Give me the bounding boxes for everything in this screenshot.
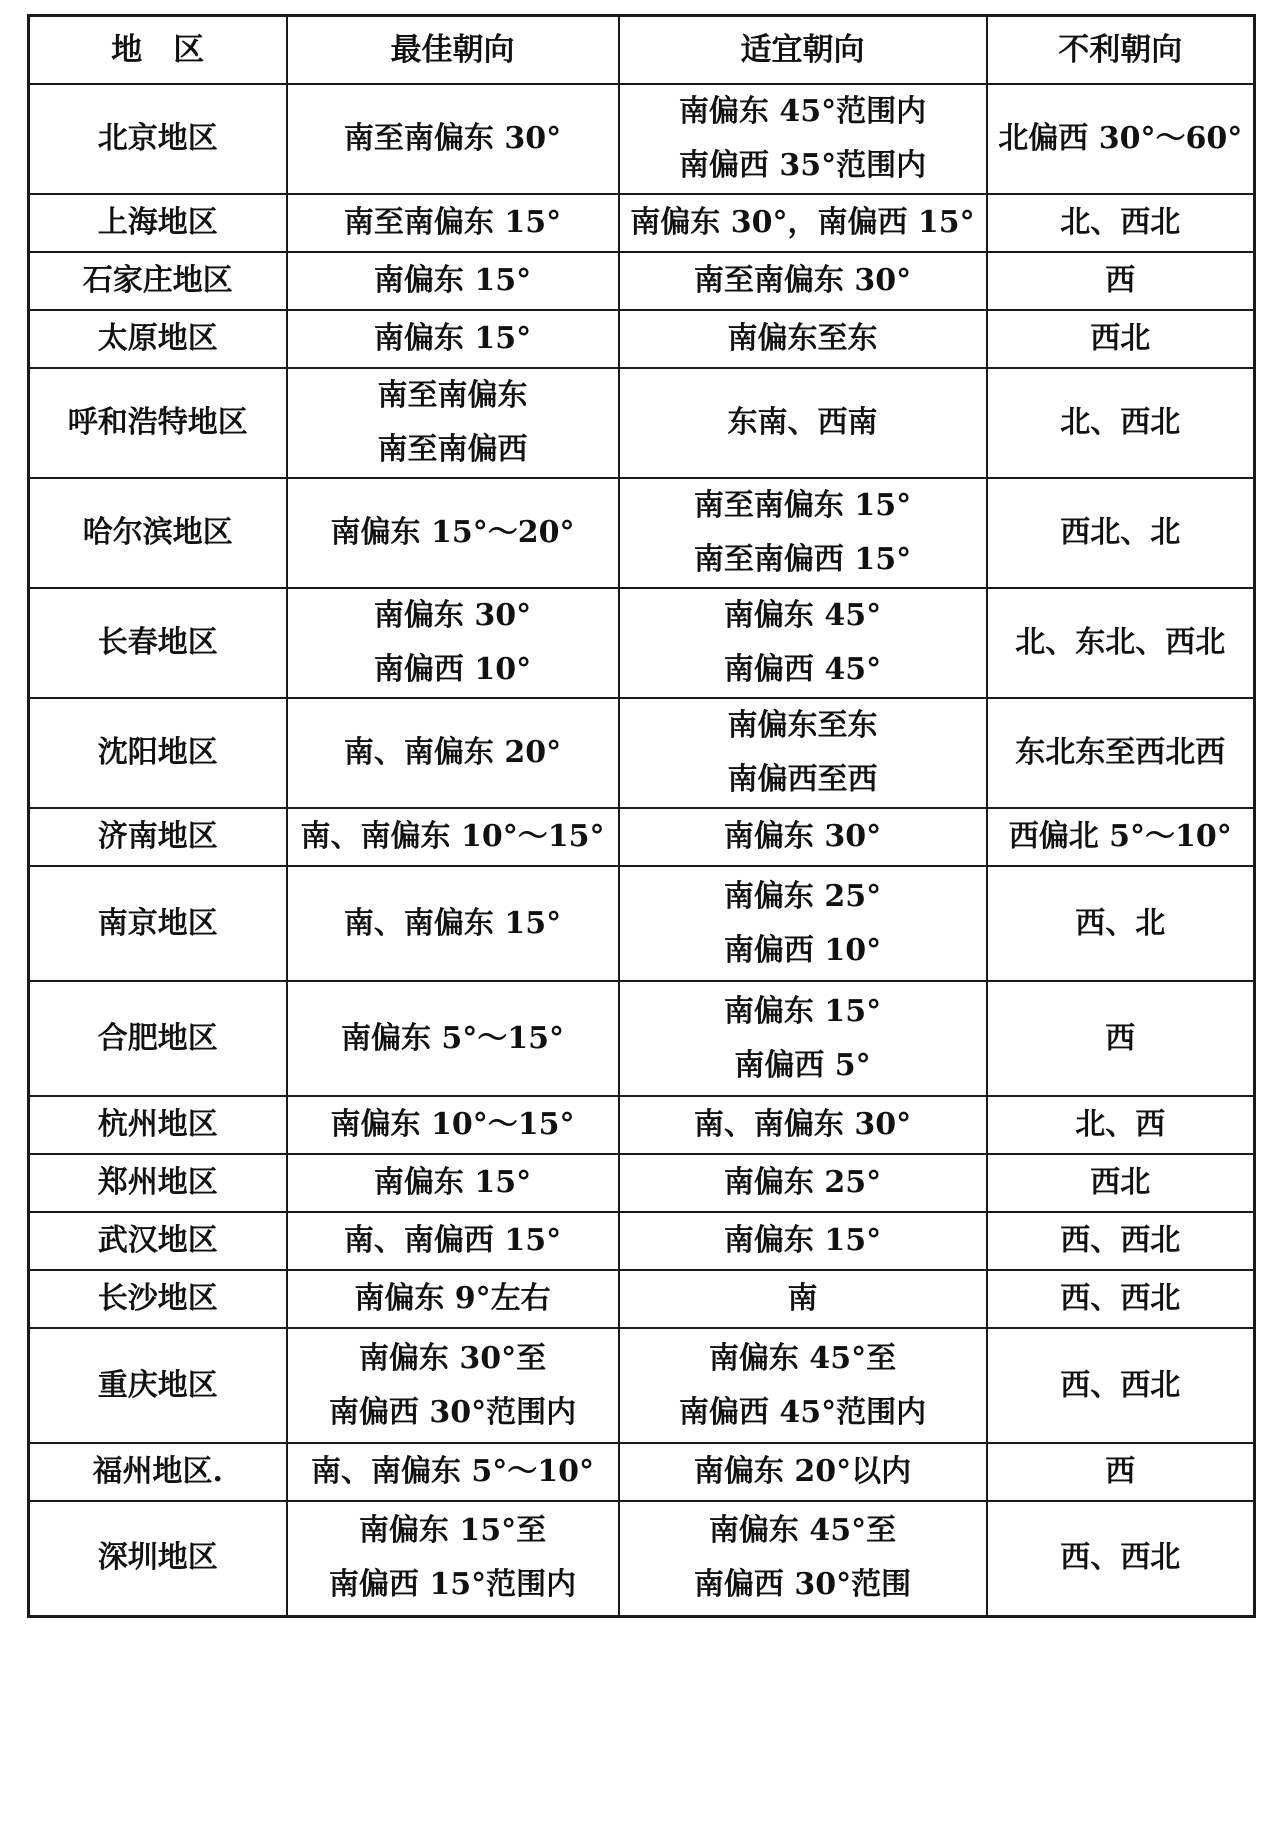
cell-text-line: 南、南偏东 15° <box>343 905 562 941</box>
unfavorable-orientation-cell <box>987 368 1255 478</box>
table-row <box>29 698 1255 808</box>
orientation-table <box>27 14 1256 1618</box>
best-orientation-cell <box>287 588 619 698</box>
suitable-orientation-cell <box>619 194 987 252</box>
cell-text-line: 南偏西 35°范围内 <box>678 148 927 183</box>
cell-text-line: 西、北 <box>1075 905 1166 941</box>
cell-text-line: 南偏东 9°左右 <box>354 1281 551 1316</box>
region-cell: 上海地区 <box>29 194 287 252</box>
cell-text-line: 南偏东 30°至 <box>358 1340 547 1376</box>
best-orientation-cell <box>287 866 619 981</box>
cell-text-line: 北、西 <box>1075 1107 1166 1142</box>
suitable-orientation-cell <box>619 252 987 310</box>
region-cell: 合肥地区 <box>29 981 287 1096</box>
region-cell: 深圳地区 <box>29 1501 287 1616</box>
table-row <box>29 1443 1255 1501</box>
cell-text-line: 南偏东 15° <box>373 263 532 298</box>
unfavorable-orientation-cell <box>987 866 1255 981</box>
best-orientation-cell <box>287 84 619 194</box>
region-cell: 北京地区 <box>29 84 287 194</box>
cell-text-line: 南、南偏西 15° <box>343 1223 562 1258</box>
cell-text-line: 东北东至西北西 <box>1015 735 1226 770</box>
unfavorable-orientation-cell <box>987 1501 1255 1616</box>
best-orientation-cell <box>287 478 619 588</box>
cell-text-line: 北、东北、西北 <box>1015 625 1226 660</box>
unfavorable-orientation-cell <box>987 1270 1255 1328</box>
header-region: 地 区 <box>29 16 287 85</box>
region-cell: 哈尔滨地区 <box>29 478 287 588</box>
region-cell: 石家庄地区 <box>29 252 287 310</box>
cell-text-line: 南至南偏东 15° <box>693 488 912 523</box>
best-orientation-cell <box>287 1270 619 1328</box>
cell-text-line: 南偏东 45°范围内 <box>678 94 927 129</box>
table-row <box>29 252 1255 310</box>
suitable-orientation-cell <box>619 310 987 368</box>
cell-text-line: 南、南偏东 5°～10° <box>310 1454 595 1489</box>
cell-text-line: 南偏东 25° <box>723 878 882 914</box>
region-cell: 福州地区. <box>29 1443 287 1501</box>
cell-text-line: 西、西北 <box>1060 1540 1181 1576</box>
cell-text-line: 南偏东 10°～15° <box>330 1107 575 1142</box>
cell-text-line: 南偏东 25° <box>723 1165 882 1200</box>
cell-text-line: 西 <box>1105 1020 1136 1056</box>
cell-text-line: 南偏东 5°～15° <box>340 1020 565 1056</box>
region-cell: 长春地区 <box>29 588 287 698</box>
best-orientation-cell <box>287 1443 619 1501</box>
table-body <box>29 84 1255 1616</box>
cell-text-line: 南偏西 45° <box>723 652 882 687</box>
cell-text-line: 北偏西 30°～60° <box>998 121 1243 156</box>
region-cell: 呼和浩特地区 <box>29 368 287 478</box>
region-cell: 太原地区 <box>29 310 287 368</box>
unfavorable-orientation-cell <box>987 252 1255 310</box>
best-orientation-cell <box>287 194 619 252</box>
table-row <box>29 808 1255 866</box>
cell-text-line: 东南、西南 <box>727 405 878 440</box>
best-orientation-cell <box>287 368 619 478</box>
region-cell: 长沙地区 <box>29 1270 287 1328</box>
best-orientation-cell <box>287 698 619 808</box>
cell-text-line: 南偏东 30°，南偏西 15° <box>630 205 975 240</box>
cell-text-line: 西 <box>1105 1454 1136 1489</box>
region-cell: 沈阳地区 <box>29 698 287 808</box>
suitable-orientation-cell <box>619 808 987 866</box>
cell-text-line: 南至南偏西 <box>377 432 528 467</box>
unfavorable-orientation-cell <box>987 1096 1255 1154</box>
cell-text-line: 南偏西 45°范围内 <box>678 1394 927 1430</box>
cell-text-line: 南偏东 15° <box>723 1223 882 1258</box>
table-row <box>29 1096 1255 1154</box>
cell-text-line: 南偏西 15°范围内 <box>328 1567 577 1603</box>
cell-text-line: 西 <box>1105 263 1136 298</box>
unfavorable-orientation-cell <box>987 981 1255 1096</box>
cell-text-line: 南至南偏西 15° <box>693 542 912 577</box>
best-orientation-cell <box>287 310 619 368</box>
cell-text-line: 北、西北 <box>1060 205 1181 240</box>
region-cell: 杭州地区 <box>29 1096 287 1154</box>
suitable-orientation-cell <box>619 588 987 698</box>
cell-text-line: 南偏西 30°范围 <box>693 1567 912 1603</box>
cell-text-line: 南至南偏东 30° <box>693 263 912 298</box>
cell-text-line: 南偏东 45° <box>723 598 882 633</box>
best-orientation-cell <box>287 1096 619 1154</box>
best-orientation-cell <box>287 1328 619 1443</box>
header-best-orientation: 最佳朝向 <box>287 16 619 85</box>
unfavorable-orientation-cell <box>987 310 1255 368</box>
unfavorable-orientation-cell <box>987 1154 1255 1212</box>
suitable-orientation-cell <box>619 368 987 478</box>
cell-text-line: 南、南偏东 20° <box>343 735 562 770</box>
cell-text-line: 南偏东 15°至 <box>358 1513 547 1549</box>
cell-text-line: 南偏西 5° <box>734 1047 871 1083</box>
table-row <box>29 310 1255 368</box>
region-cell: 济南地区 <box>29 808 287 866</box>
table-row <box>29 194 1255 252</box>
cell-text-line: 南偏东 15° <box>723 993 882 1029</box>
cell-text-line: 北、西北 <box>1060 405 1181 440</box>
suitable-orientation-cell <box>619 1443 987 1501</box>
unfavorable-orientation-cell <box>987 698 1255 808</box>
unfavorable-orientation-cell <box>987 1212 1255 1270</box>
cell-text-line: 南偏西 30°范围内 <box>328 1394 577 1430</box>
best-orientation-cell <box>287 808 619 866</box>
unfavorable-orientation-cell <box>987 1328 1255 1443</box>
cell-text-line: 南偏东 15°～20° <box>330 515 575 550</box>
region-cell: 重庆地区 <box>29 1328 287 1443</box>
table-row <box>29 478 1255 588</box>
cell-text-line: 南偏东 45°至 <box>708 1513 897 1549</box>
cell-text-line: 南偏东至东 <box>727 321 878 356</box>
suitable-orientation-cell <box>619 1328 987 1443</box>
cell-text-line: 南偏东 30° <box>373 598 532 633</box>
cell-text-line: 南、南偏东 10°～15° <box>300 819 605 854</box>
table-row <box>29 866 1255 981</box>
suitable-orientation-cell <box>619 981 987 1096</box>
unfavorable-orientation-cell <box>987 84 1255 194</box>
best-orientation-cell <box>287 1212 619 1270</box>
header-unfavorable-orientation: 不利朝向 <box>987 16 1255 85</box>
region-cell: 南京地区 <box>29 866 287 981</box>
table-row <box>29 1501 1255 1616</box>
region-cell: 郑州地区 <box>29 1154 287 1212</box>
cell-text-line: 南偏西 10° <box>373 652 532 687</box>
suitable-orientation-cell <box>619 1096 987 1154</box>
table-row <box>29 1212 1255 1270</box>
suitable-orientation-cell <box>619 866 987 981</box>
cell-text-line: 南至南偏东 30° <box>343 121 562 156</box>
unfavorable-orientation-cell <box>987 194 1255 252</box>
region-cell: 武汉地区 <box>29 1212 287 1270</box>
table-row <box>29 368 1255 478</box>
cell-text-line: 南偏东 20°以内 <box>693 1454 912 1489</box>
header-row <box>29 16 1255 85</box>
table-row <box>29 1328 1255 1443</box>
best-orientation-cell <box>287 981 619 1096</box>
cell-text-line: 西北 <box>1090 321 1151 356</box>
table-row <box>29 84 1255 194</box>
cell-text-line: 南 <box>787 1281 818 1316</box>
best-orientation-cell <box>287 1501 619 1616</box>
suitable-orientation-cell <box>619 1501 987 1616</box>
unfavorable-orientation-cell <box>987 808 1255 866</box>
cell-text-line: 西、西北 <box>1060 1367 1181 1403</box>
table-row <box>29 1270 1255 1328</box>
table-row <box>29 981 1255 1096</box>
unfavorable-orientation-cell <box>987 1443 1255 1501</box>
cell-text-line: 南偏东 30° <box>723 819 882 854</box>
table-row <box>29 1154 1255 1212</box>
cell-text-line: 西北 <box>1090 1165 1151 1200</box>
cell-text-line: 西、西北 <box>1060 1223 1181 1258</box>
cell-text-line: 南至南偏东 15° <box>343 205 562 240</box>
cell-text-line: 南偏西至西 <box>727 762 878 797</box>
cell-text-line: 南至南偏东 <box>377 378 528 413</box>
suitable-orientation-cell <box>619 1154 987 1212</box>
unfavorable-orientation-cell <box>987 588 1255 698</box>
suitable-orientation-cell <box>619 1270 987 1328</box>
cell-text-line: 南偏东至东 <box>727 708 878 743</box>
suitable-orientation-cell <box>619 84 987 194</box>
cell-text-line: 南偏东 45°至 <box>708 1340 897 1376</box>
suitable-orientation-cell <box>619 1212 987 1270</box>
suitable-orientation-cell <box>619 698 987 808</box>
table-row <box>29 588 1255 698</box>
cell-text-line: 南偏东 15° <box>373 321 532 356</box>
unfavorable-orientation-cell <box>987 478 1255 588</box>
cell-text-line: 南、南偏东 30° <box>693 1107 912 1142</box>
cell-text-line: 南偏东 15° <box>373 1165 532 1200</box>
cell-text-line: 南偏西 10° <box>723 932 882 968</box>
best-orientation-cell <box>287 252 619 310</box>
header-suitable-orientation: 适宜朝向 <box>619 16 987 85</box>
cell-text-line: 西北、北 <box>1060 515 1181 550</box>
suitable-orientation-cell <box>619 478 987 588</box>
best-orientation-cell <box>287 1154 619 1212</box>
orientation-table-page <box>27 14 1253 1618</box>
cell-text-line: 西、西北 <box>1060 1281 1181 1316</box>
cell-text-line: 西偏北 5°～10° <box>1008 819 1232 854</box>
